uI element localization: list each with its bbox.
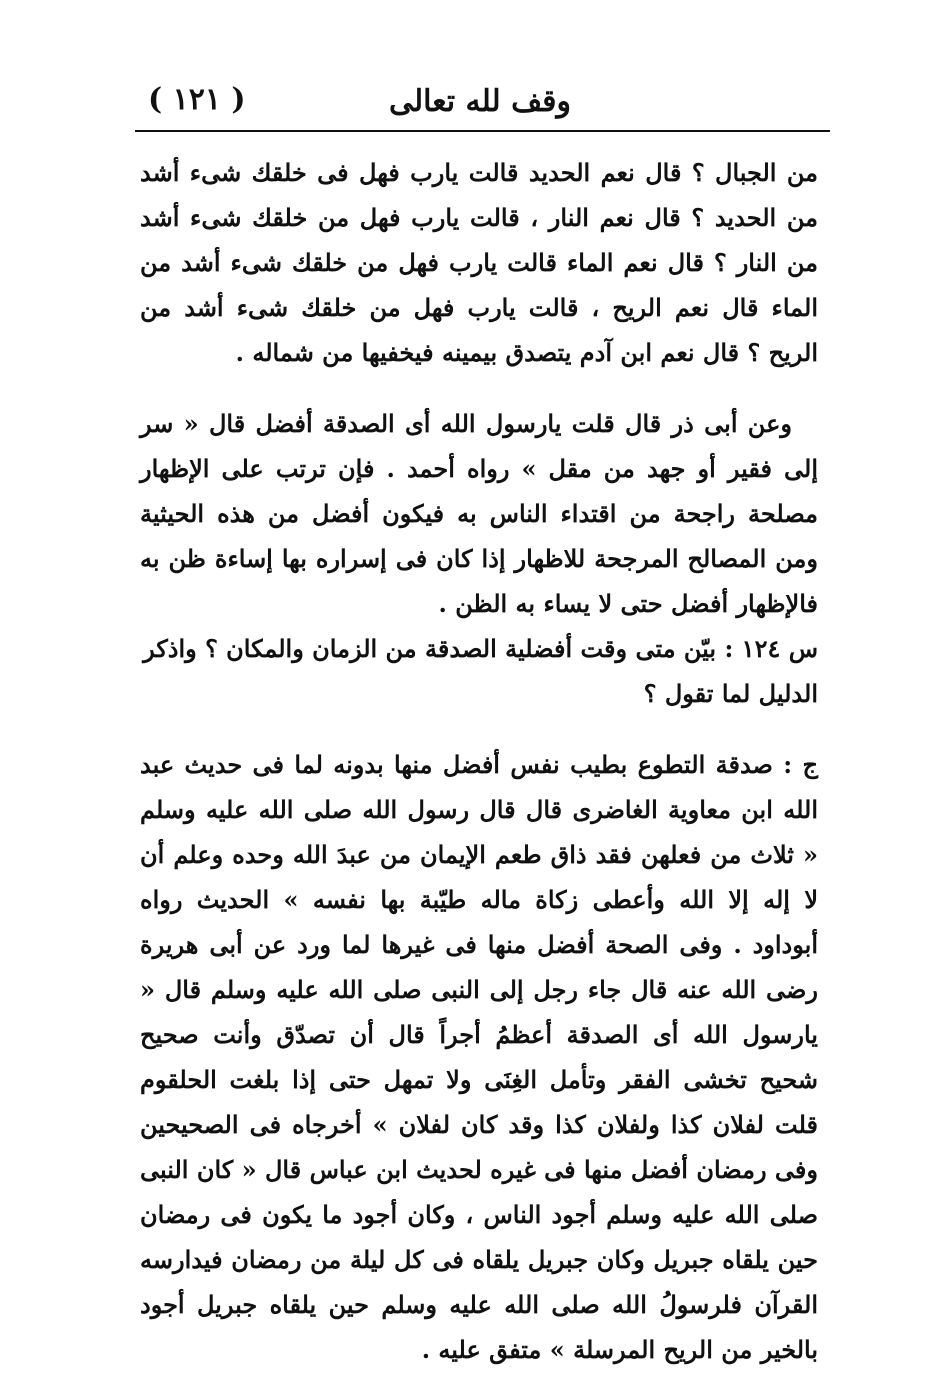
body-text (140, 150, 818, 1372)
paragraph: وعن أبى ذر قال قلت يارسول الله أى الصدقة أفضل قال « سر إلى فقير أو جهد من مقل » رواه أحمد . فإن ترتب على الإظهار مصلحة راجحة من اقتداء الناس به فيكون أفضل من هذه الحيثية ومن المصالح المرجحة للاظهار إذا كان فى إسراره بها إساءة ظن به فالإظهار أفضل حتى لا يساء به الظن . (140, 409, 818, 618)
header-divider (135, 130, 830, 132)
answer-paragraph: ج : صدقة التطوع بطيب نفس أفضل منها بدونه لما فى حديث عبد الله ابن معاوية الغاضرى قال قال رسول الله صلى الله عليه وسلم « ثلاث من فعلهن فقد ذاق طعم الإيمان من عبدَ الله وحده وعلم أن لا إله إلا الله وأعطى زكاة ماله طيّبة بها نفسه » الحديث رواه أبوداود . وفى الصحة أفضل منها فى غيرها لما ورد عن أبى هريرة رضى الله عنه قال جاء رجل إلى النبى صلى الله عليه وسلم قال « يارسول الله أى الصدقة أعظمُ أجراً قال أن تصدّق وأنت صحيح شحيح تخشى الفقر وتأمل الغِنَى ولا تمهل حتى إذا بلغت الحلقوم قلت لفلان كذا ولفلان كذا وقد كان لفلان » أخرجاه فى الصحيحين وفى رمضان أفضل منها فى غيره لحديث ابن عباس قال « كان النبى صلى الله عليه وسلم أجود الناس ، وكان أجود ما يكون فى رمضان حين يلقاه جبريل وكان جبريل يلقاه فى كل ليلة من رمضان فيدارسه القرآن فلرسولُ الله صلى الله عليه وسلم حين يلقاه جبريل أجود بالخير من الريح المرسلة » متفق عليه . (140, 750, 819, 1364)
page-number: ( ١٢١ ) (148, 82, 246, 117)
running-title: وقف لله تعالى (388, 84, 572, 119)
page-header (140, 78, 820, 128)
question-paragraph: س ١٢٤ : بيّن متى وقت أفضلية الصدقة من الزمان والمكان ؟ واذكر الدليل لما تقول ؟ (143, 634, 818, 708)
paragraph: من الجبال ؟ قال نعم الحديد قالت يارب فهل فى خلقك شىء أشد من الحديد ؟ قال نعم النار ، قالت يارب فهل من خلقك شىء أشد من النار ؟ قال نعم الماء قالت يارب فهل من خلقك شىء أشد من الماء قال نعم الريح ، قالت يارب فهل من خلقك شىء أشد من الريح ؟ قال نعم ابن آدم يتصدق بيمينه فيخفيها من شماله . (140, 158, 818, 367)
